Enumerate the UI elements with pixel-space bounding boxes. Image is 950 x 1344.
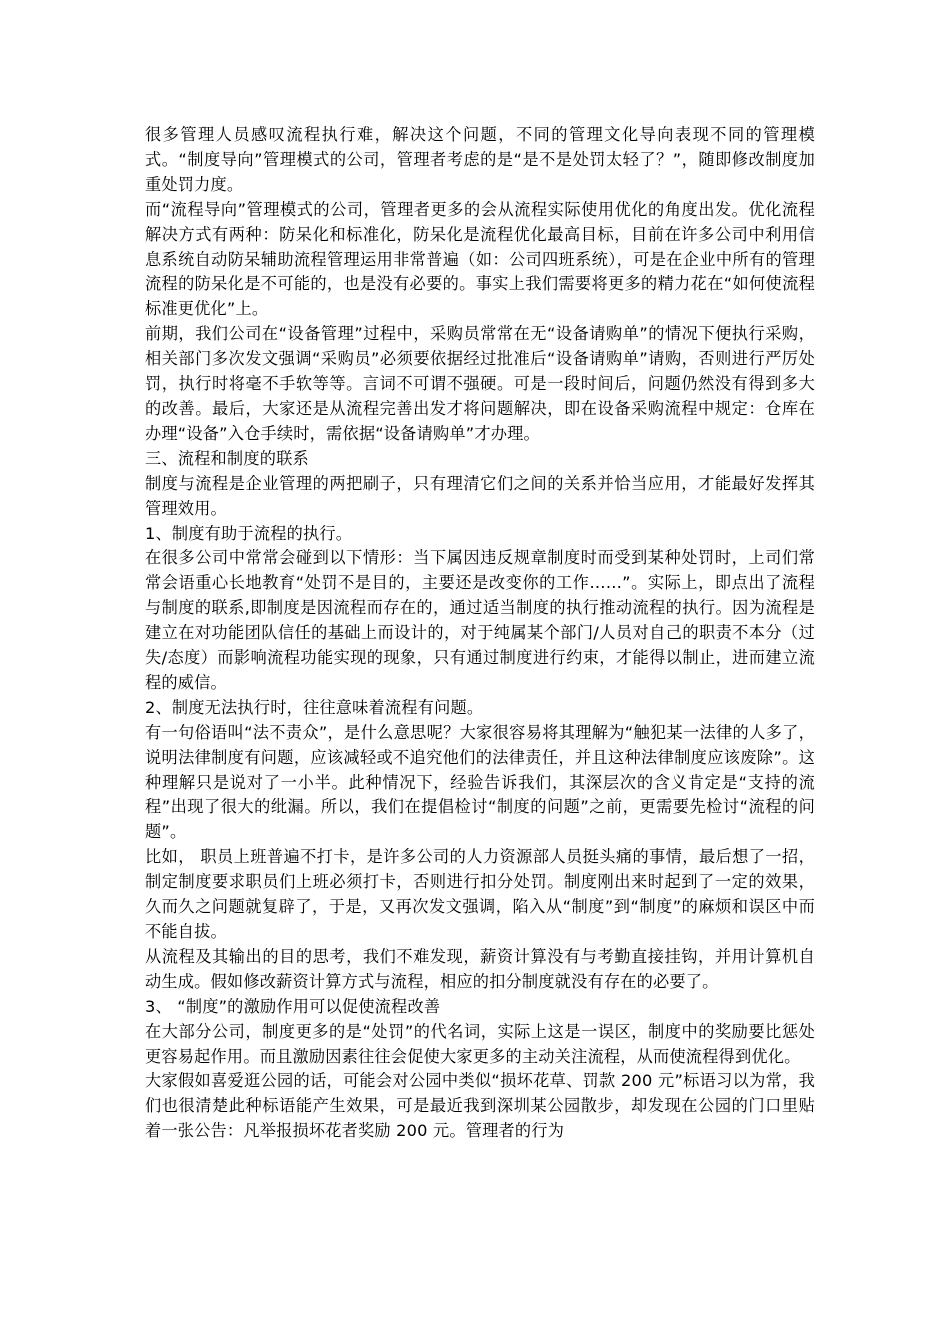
paragraph-two-brushes: 制度与流程是企业管理的两把刷子，只有理清它们之间的关系并恰当应用，才能最好发挥其管理效用。 [145, 473, 815, 518]
paragraph-intro: 很多管理人员感叹流程执行难，解决这个问题，不同的管理文化导向表现不同的管理模式。“制度导向”管理模式的公司，管理者考虑的是“是不是处罚太轻了？”，随即修改制度加重处罚力度。 [145, 125, 815, 194]
paragraph-incentive: 在大部分公司，制度更多的是“处罚”的代名词，实际上这是一误区，制度中的奖励要比惩处更容易起作用。而且激励因素往往会促使大家更多的主动关注流程，从而使流程得到优化。 [145, 1021, 815, 1066]
subheading-2: 2、制度无法执行时，往往意味着流程有问题。 [145, 697, 484, 717]
section-heading-3: 三、流程和制度的联系 [145, 448, 309, 468]
paragraph-process-oriented: 而“流程导向”管理模式的公司，管理者更多的会从流程实际使用优化的角度出发。优化流程解决方式有两种：防呆化和标准化，防呆化是流程优化最高目标，目前在许多公司中利用信息系统自动防呆辅助流程管理运用非常普遍（如：公司四班系统），可是在企业中所有的管理流程的防呆化是不可能的，也是没有必要的。事实上我们需要将更多的精力花在“如何使流程标准更优化”上。 [145, 199, 815, 319]
subheading-3: 3、 “制度”的激励作用可以促使流程改善 [145, 996, 441, 1016]
paragraph-equipment-example: 前期，我们公司在“设备管理”过程中，采购员常常在无“设备请购单”的情况下便执行采购，相关部门多次发文强调“采购员”必须要依据经过批准后“设备请购单”请购，否则进行严厉处罚，执行时将毫不手软等等。言词不可谓不强硬。可是一段时间后，问题仍然没有得到多大的改善。最后，大家还是从流程完善出发才将问题解决，即在设备采购流程中规定：仓库在办理“设备”入仓手续时，需依据“设备请购单”才办理。 [145, 324, 815, 443]
paragraph-clock-in-example: 比如， 职员上班普遍不打卡，是许多公司的人力资源部人员挺头痛的事情，最后想了一招，制定制度要求职员们上班必须打卡，否则进行扣分处罚。制度刚出来时起到了一定的效果，久而久之问题就复辟了，于是，又再次发文强调，陷入从“制度”到“制度”的麻烦和误区中而不能自拔。 [145, 847, 815, 941]
document-body [145, 123, 815, 1144]
paragraph-penalty-example: 在很多公司中常常会碰到以下情形：当下属因违反规章制度时而受到某种处罚时，上司们常常会语重心长地教育“处罚不是目的，主要还是改变你的工作……”。实际上，即点出了流程与制度的联系,即制度是因流程而存在的，通过适当制度的执行推动流程的执行。因为流程是建立在对功能团队信任的基础上而设计的，对于纯属某个部门/人员对自己的职责不本分（过失/态度）而影响流程功能实现的现象，只有通过制度进行约束，才能得以制止，进而建立流程的威信。 [145, 548, 815, 692]
paragraph-salary-link: 从流程及其输出的目的思考，我们不难发现，薪资计算没有与考勤直接挂钩，并用计算机自动生成。假如修改薪资计算方式与流程，相应的扣分制度就没有存在的必要了。 [145, 946, 815, 991]
subheading-1: 1、制度有助于流程的执行。 [145, 523, 353, 543]
paragraph-law-proverb: 有一句俗语叫“法不责众”，是什么意思呢？大家很容易将其理解为“触犯某一法律的人多了，说明法律制度有问题，应该减轻或不追究他们的法律责任，并且这种法律制度应该废除”。这种理解只是说对了一小半。此种情况下，经验告诉我们，其深层次的含义肯定是“支持的流程”出现了很大的纰漏。所以，我们在提倡检讨“制度的问题”之前，更需要先检讨“流程的问题”。 [145, 722, 815, 842]
paragraph-park-example: 大家假如喜爱逛公园的话，可能会对公园中类似“损坏花草、罚款 200 元”标语习以为常，我们也很清楚此种标语能产生效果，可是最近我到深圳某公园散步，却发现在公园的门口里贴着一张公告：凡举报损坏花者奖励 200 元。管理者的行为 [145, 1071, 815, 1141]
